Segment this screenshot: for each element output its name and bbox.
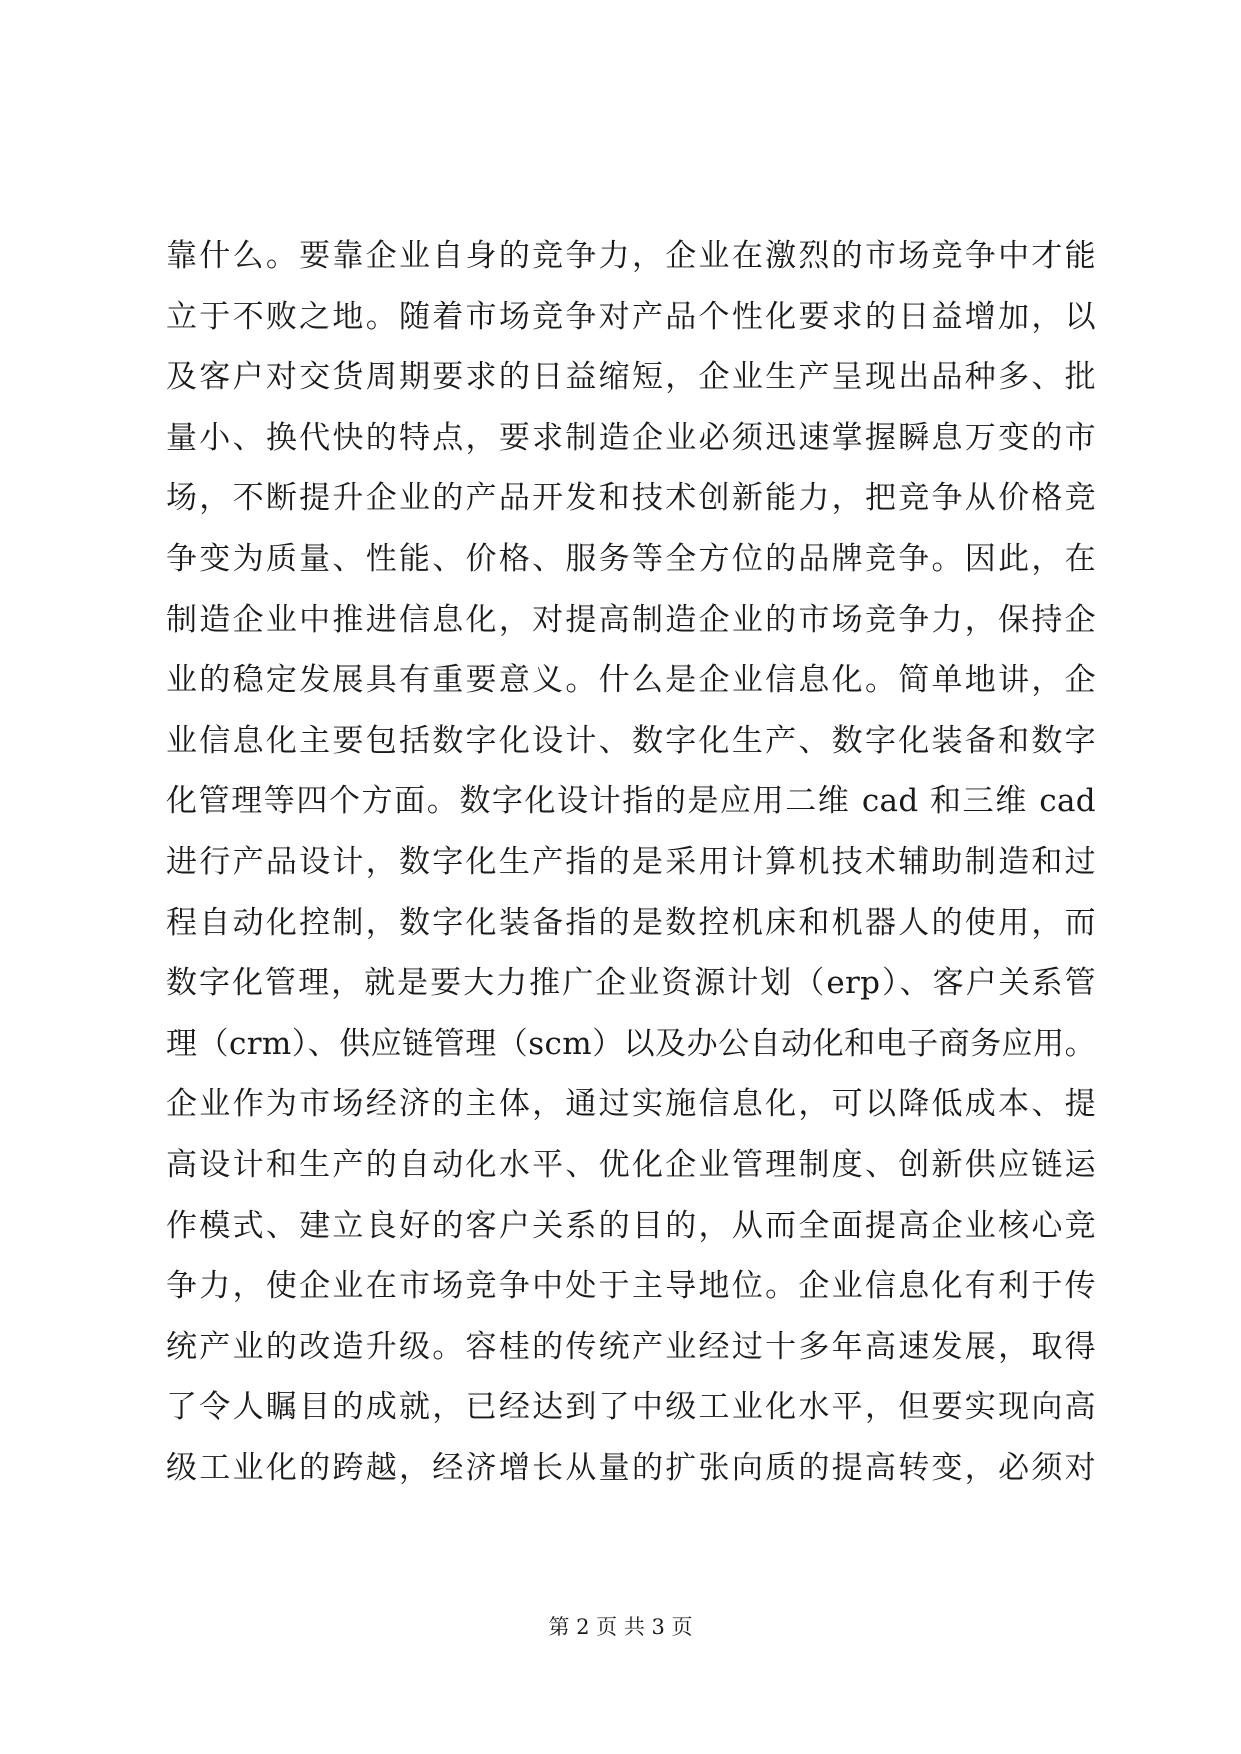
text-line: 程自动化控制，数字化装备指的是数控机床和机器人的使用，而 — [166, 904, 1096, 941]
text-line: 进行产品设计，数字化生产指的是采用计算机技术辅助制造和过 — [166, 843, 1096, 880]
text-line: 量小、换代快的特点，要求制造企业必须迅速掌握瞬息万变的市 — [166, 419, 1096, 456]
text-line: 企业作为市场经济的主体，通过实施信息化，可以降低成本、提 — [166, 1086, 1096, 1123]
text-line: 了令人瞩目的成就，已经达到了中级工业化水平，但要实现向高 — [166, 1389, 1096, 1426]
text-line: 业信息化主要包括数字化设计、数字化生产、数字化装备和数字 — [166, 722, 1096, 759]
text-line: 数字化管理，就是要大力推广企业资源计划（erp）、客户关系管 — [166, 965, 1096, 1002]
text-line: 统产业的改造升级。容桂的传统产业经过十多年高速发展，取得 — [166, 1328, 1096, 1365]
text-line: 化管理等四个方面。数字化设计指的是应用二维 cad 和三维 cad — [166, 783, 1096, 820]
text-line: 立于不败之地。随着市场竞争对产品个性化要求的日益增加，以 — [166, 298, 1096, 335]
text-line: 作模式、建立良好的客户关系的目的，从而全面提高企业核心竞 — [166, 1207, 1096, 1244]
text-line: 高设计和生产的自动化水平、优化企业管理制度、创新供应链运 — [166, 1146, 1096, 1183]
text-line: 理（crm）、供应链管理（scm）以及办公自动化和电子商务应用。 — [166, 1025, 1096, 1062]
text-line: 制造企业中推进信息化，对提高制造企业的市场竞争力，保持企 — [166, 601, 1096, 638]
text-line: 业的稳定发展具有重要意义。什么是企业信息化。简单地讲，企 — [166, 662, 1096, 699]
text-line: 争力，使企业在市场竞争中处于主导地位。企业信息化有利于传 — [166, 1268, 1096, 1305]
page-footer: 第 2 页 共 3 页 — [548, 1615, 693, 1639]
text-line: 场，不断提升企业的产品开发和技术创新能力，把竞争从价格竞 — [166, 480, 1096, 517]
body-text — [166, 226, 1096, 1498]
text-line: 级工业化的跨越，经济增长从量的扩张向质的提高转变，必须对 — [166, 1449, 1096, 1486]
text-line: 靠什么。要靠企业自身的竞争力，企业在激烈的市场竞争中才能 — [166, 238, 1096, 274]
text-line: 争变为质量、性能、价格、服务等全方位的品牌竞争。因此，在 — [166, 540, 1096, 577]
text-line: 及客户对交货周期要求的日益缩短，企业生产呈现出品种多、批 — [166, 359, 1096, 396]
